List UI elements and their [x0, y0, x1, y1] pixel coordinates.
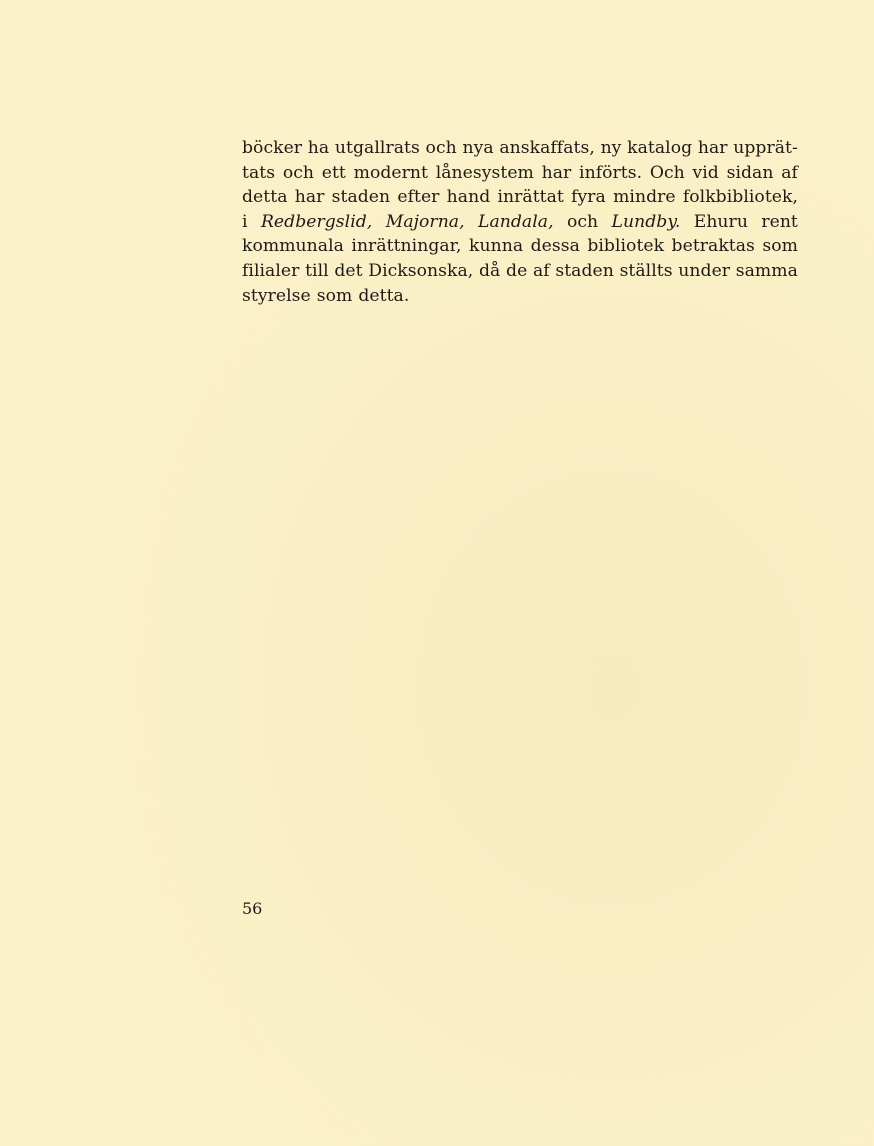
word: inrättningar, [351, 236, 462, 257]
italic-word: Landala, [478, 211, 554, 232]
text-line [242, 284, 798, 309]
word: till [305, 260, 329, 281]
text-line [242, 259, 798, 284]
word: det [334, 260, 363, 281]
word: tats [242, 162, 276, 183]
word: modernt [353, 162, 428, 183]
word: lånesystem [435, 162, 534, 183]
word: Och [649, 162, 685, 183]
word: anskaffats, [499, 138, 595, 158]
word: då [478, 260, 501, 281]
word: och [282, 162, 315, 183]
word: har [541, 162, 572, 183]
word: som [316, 285, 353, 306]
word: Dicksonska, [368, 260, 474, 281]
word: detta [242, 187, 288, 208]
word: styrelse [242, 285, 311, 306]
text-line [242, 234, 798, 259]
word: katalog [627, 138, 693, 158]
word: bibliotek [587, 236, 665, 257]
word: mindre [613, 187, 676, 208]
word: samma [735, 260, 798, 281]
word: kunna [469, 236, 524, 257]
word: filialer [242, 260, 300, 281]
word: och [566, 211, 599, 232]
word: af [781, 162, 798, 183]
word: som [762, 236, 798, 257]
word: dessa [530, 236, 580, 257]
word: under [678, 260, 731, 281]
word: efter [397, 187, 440, 208]
word: har [697, 138, 728, 158]
word: har [294, 187, 325, 208]
word: de [506, 260, 528, 281]
text-line [242, 161, 798, 186]
word: och [425, 138, 457, 158]
word: af [532, 260, 550, 281]
body-paragraph [242, 136, 798, 308]
word: införts. [579, 162, 643, 183]
word: i [242, 211, 248, 232]
word: nya [462, 138, 494, 158]
italic-word: Majorna, [385, 211, 465, 232]
word: staden [331, 187, 391, 208]
word: upprät- [733, 138, 798, 158]
word: utgallrats [334, 138, 420, 158]
text-line [242, 185, 798, 210]
italic-word: Lundby. [611, 211, 681, 232]
word: hand [446, 187, 491, 208]
word: betraktas [671, 236, 755, 257]
word: folkbibliotek, [682, 187, 798, 208]
word: staden [555, 260, 614, 281]
page-number: 56 [242, 899, 263, 918]
word: ny [600, 138, 622, 158]
word: kommunala [242, 236, 344, 257]
text-line [242, 210, 798, 235]
word: vid [692, 162, 719, 183]
text-line [242, 136, 798, 161]
word: sidan [726, 162, 774, 183]
word: Ehuru [693, 211, 748, 232]
word: rent [761, 211, 798, 232]
word: ställts [619, 260, 673, 281]
word: fyra [571, 187, 606, 208]
word: ett [321, 162, 346, 183]
word: böcker [242, 138, 303, 158]
word: detta. [358, 285, 410, 306]
word: inrättat [497, 187, 564, 208]
word: ha [307, 138, 330, 158]
italic-word: Redbergslid, [260, 211, 373, 232]
